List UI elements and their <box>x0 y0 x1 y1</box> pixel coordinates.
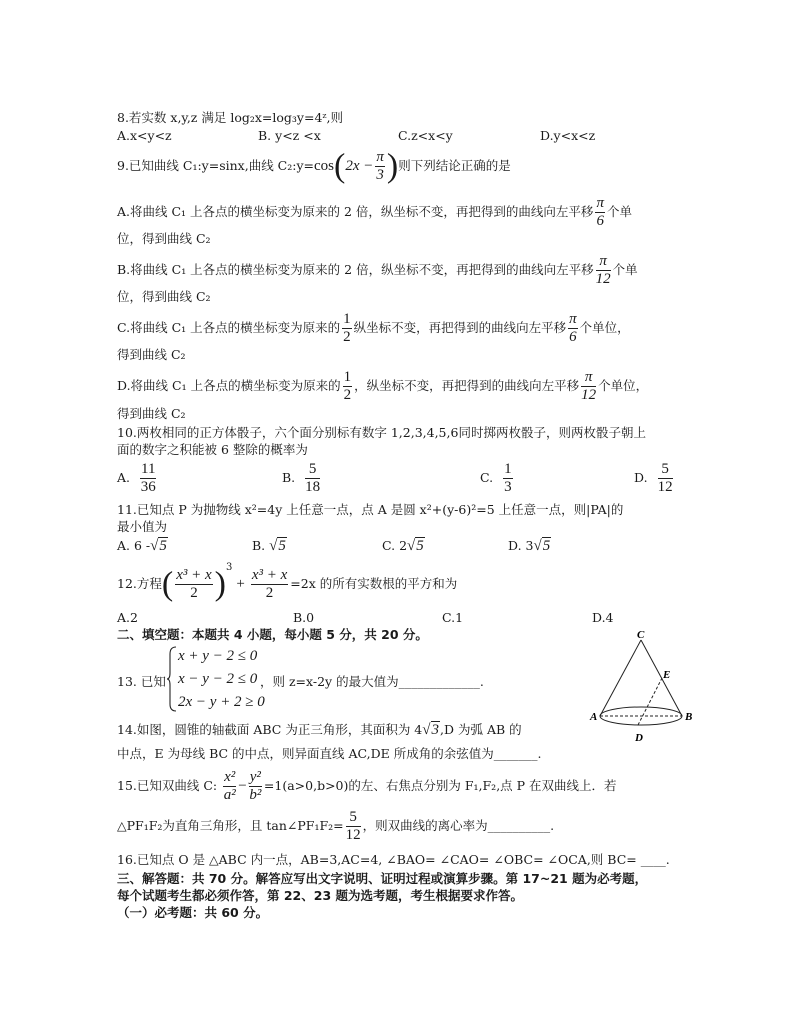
q9-a-line2: 位，得到曲线 C₂ <box>117 231 211 246</box>
q12-stem <box>117 560 457 608</box>
q10-a-frac: $\frac{11}{36}$ <box>140 461 156 495</box>
q9-option-d <box>117 366 648 406</box>
q11-c-label: C. 2 <box>382 538 408 553</box>
q9-pi-over-3: $\frac{\pi}{3}$ <box>376 149 384 183</box>
q12-rparen: ) <box>214 565 226 603</box>
q11-line1: 11.已知点 P 为抛物线 x²=4y 上任意一点，点 A 是圆 x²+(y-6)²=5 上任意一点，则|PA|的 <box>117 502 624 517</box>
q9-stem-suffix: 则下列结论正确的是 <box>398 158 511 173</box>
q9-stem <box>117 146 511 186</box>
q9-a-frac: $\frac{\pi}{6}$ <box>596 195 604 229</box>
q11-d-label: D. 3 <box>508 538 534 553</box>
q15-line2 <box>117 806 554 846</box>
q9-b-end: 个单 <box>612 262 638 277</box>
q9-d-text2: ，纵坐标不变，再把得到的曲线向左平移 <box>354 378 580 393</box>
q9-d-line2: 得到曲线 C₂ <box>117 406 186 421</box>
q9-d-text: D.将曲线 C₁ 上各点的横坐标变为原来的 <box>117 378 341 393</box>
q15-prefix: 15.已知双曲线 C: <box>117 778 218 793</box>
q9-a-text: A.将曲线 C₁ 上各点的横坐标变为原来的 2 倍，纵坐标不变，再把得到的曲线向左平移 <box>117 204 594 219</box>
q10-option-d <box>634 458 675 498</box>
cone-segment-de <box>638 678 662 725</box>
q10-line2: 面的数字之积能被 6 整除的概率为 <box>117 442 308 457</box>
q9-b-frac: $\frac{\pi}{12}$ <box>595 253 611 287</box>
q10-d-frac: $\frac{5}{12}$ <box>657 461 673 495</box>
q14-sqrt: √3 <box>422 722 439 738</box>
section3-line3: （一）必考题：共 60 分。 <box>117 905 269 920</box>
q11-option-b <box>252 538 287 554</box>
cone-edge-ac <box>600 640 641 716</box>
cone-label-c: C <box>637 629 645 641</box>
q11-b-sqrt: √5 <box>269 538 286 554</box>
q12-prefix: 12.方程 <box>117 576 162 591</box>
q9-rparen: ) <box>386 147 399 185</box>
q10-option-c <box>480 458 515 498</box>
q15-l2a: △PF₁F₂为直角三角形，且 tan∠PF₁F₂= <box>117 818 344 833</box>
section3-line2: 每个试题考生都必须作答，第 22、23 题为选考题，考生根据要求作答。 <box>117 888 523 903</box>
q11-line2: 最小值为 <box>117 519 168 534</box>
q9-c-end: 个单位， <box>579 320 630 335</box>
q9-c-half: $\frac{1}{2}$ <box>343 311 351 345</box>
q13-constraint-1: x + y − 2 ≤ 0 <box>178 648 258 664</box>
cone-label-b: B <box>685 711 693 723</box>
q15-l2b: ，则双曲线的离心率为__________. <box>362 818 555 833</box>
q11-d-sqrt: √5 <box>533 538 551 554</box>
q10-a-label: A. <box>117 470 131 485</box>
q15-frac-x: $\frac{\text{x²}}{\text{a²}}$ <box>223 769 236 803</box>
q9-inner: 2x − <box>345 158 374 174</box>
section2-heading: 二、填空题：本题共 4 小题，每小题 5 分，共 20 分。 <box>117 627 428 642</box>
q10-c-label: C. <box>480 470 494 485</box>
q10-c-frac: $\frac{1}{3}$ <box>504 461 512 495</box>
q10-option-a <box>117 458 158 498</box>
q11-b-label: B. <box>252 538 266 553</box>
q11-option-c <box>382 538 425 554</box>
q12-option-b: B.0 <box>293 610 315 625</box>
q9-d-frac: $\frac{\pi}{12}$ <box>581 369 597 403</box>
q9-func: cos <box>314 158 335 174</box>
q13-tail: ，则 z=x-2y 的最大值为_____________. <box>260 674 484 689</box>
q9-d-half: $\frac{1}{2}$ <box>343 369 352 403</box>
q9-d-end: 个单位， <box>598 378 649 393</box>
q11-option-a <box>117 538 168 554</box>
section3-line1: 三、解答题：共 70 分。解答应写出文字说明、证明过程或演算步骤。第 17~21 题为必考题， <box>117 871 648 886</box>
q8-option-c: C.z<x<y <box>398 128 453 143</box>
q12-option-c: C.1 <box>442 610 464 625</box>
q12-lparen: ( <box>161 565 174 603</box>
q12-frac1: $\frac{\text{x³ + x}}{2}$ <box>176 567 212 601</box>
q14-text2: ,D 为弧 AB 的 <box>440 722 522 737</box>
q11-option-d <box>508 538 551 554</box>
q9-c-frac: $\frac{\pi}{6}$ <box>569 311 577 345</box>
q9-b-line2: 位，得到曲线 C₂ <box>117 289 211 304</box>
q14-line2: 中点，E 为母线 BC 的中点，则异面直线 AC,DE 所成角的余弦值为_______. <box>117 746 542 761</box>
q12-frac2: $\frac{\text{x³ + x}}{2}$ <box>251 567 288 601</box>
q9-a-end: 个单 <box>606 204 632 219</box>
q9-option-c <box>117 308 630 348</box>
q9-option-a <box>117 192 632 232</box>
q12-exp: 3 <box>225 562 233 573</box>
q10-option-b <box>282 458 322 498</box>
cone-label-d: D <box>635 732 643 744</box>
q9-stem-prefix: 9.已知曲线 C₁:y=sinx,曲线 C₂:y= <box>117 158 315 173</box>
q15-line1: 15.已知双曲线 C: $\frac{\text{x²}}{\text{a²}}$ − $\frac{\text{y²}}{\text{b²}}$ =1(a>0,b>0)的左、右焦点分别为 F₁,F₂,点 P 在双曲线上．若 <box>117 769 617 803</box>
q8-option-d: D.y<x<z <box>540 128 596 143</box>
q10-d-label: D. <box>634 470 648 485</box>
q8-option-a: A.x<y<z <box>117 128 172 143</box>
q10-b-frac: $\frac{5}{18}$ <box>305 461 321 495</box>
q16-text: 16.已知点 O 是 △ABC 内一点，AB=3,AC=4, ∠BAO= ∠CAO= ∠OBC= ∠OCA,则 BC= ____. <box>117 852 670 867</box>
q8-stem: 8.若实数 x,y,z 满足 log₂x=log₃y=4ᶻ,则 <box>117 110 344 125</box>
q9-c-line2: 得到曲线 C₂ <box>117 347 186 362</box>
q13-constraint-2: x − y − 2 ≤ 0 <box>178 671 258 687</box>
q9-c-text2: 纵坐标不变，再把得到的曲线向左平移 <box>353 320 567 335</box>
cone-figure <box>586 628 700 750</box>
q13-prefix: 13. 已知 <box>117 674 166 689</box>
q12-option-d: D.4 <box>592 610 614 625</box>
q12-tail: =2x 的所有实数根的平方和为 <box>290 576 458 591</box>
cone-label-a: A <box>590 711 598 723</box>
q15-frac: $\frac{5}{12}$ <box>345 809 361 843</box>
q14-line1 <box>117 722 522 738</box>
q11-a-sqrt: √5 <box>150 538 167 554</box>
q12-plus: + <box>236 576 245 592</box>
q13-brace <box>167 646 177 712</box>
q9-c-text: C.将曲线 C₁ 上各点的横坐标变为原来的 <box>117 320 341 335</box>
q8-option-b: B. y<z <x <box>258 128 321 143</box>
q9-b-text: B.将曲线 C₁ 上各点的横坐标变为原来的 2 倍，纵坐标不变，再把得到的曲线向左平移 <box>117 262 594 277</box>
q15-frac-y: $\frac{\text{y²}}{\text{b²}}$ <box>249 769 262 803</box>
q10-line1: 10.两枚相同的正方体骰子，六个面分别标有数字 1,2,3,4,5,6同时掷两枚骰子，则两枚骰子朝上 <box>117 425 646 440</box>
q11-c-sqrt: √5 <box>407 538 424 554</box>
q14-text: 14.如图，圆锥的轴截面 ABC 为正三角形，其面积为 4 <box>117 722 423 737</box>
cone-label-e: E <box>663 669 671 681</box>
q13-constraint-3: 2x − y + 2 ≥ 0 <box>178 694 265 710</box>
q9-option-b <box>117 250 638 290</box>
q15-tail: =1(a>0,b>0)的左、右焦点分别为 F₁,F₂,点 P 在双曲线上．若 <box>263 778 617 793</box>
q12-option-a: A.2 <box>117 610 138 625</box>
q11-a-label: A. 6 - <box>117 538 151 553</box>
q10-b-label: B. <box>282 470 296 485</box>
q9-lparen: ( <box>334 147 346 185</box>
